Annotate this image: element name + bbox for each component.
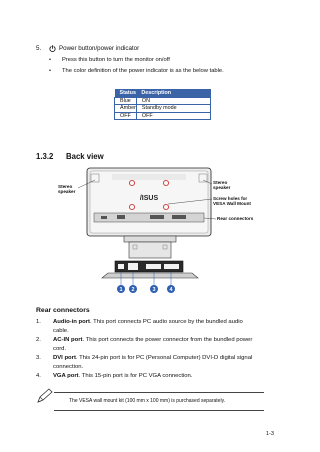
list-number: 4. <box>36 373 41 379</box>
bullet-item <box>49 57 170 63</box>
stand-hinge <box>124 236 176 242</box>
dvi-port <box>146 264 161 269</box>
table-row <box>115 112 211 120</box>
table-cell: ON <box>136 97 210 105</box>
list-term: DVI port <box>53 355 76 361</box>
note-text: The VESA wall mount kit (100 mm x 100 mm) is purchased separately. <box>69 398 226 404</box>
stereo-speaker-left-label <box>58 184 75 195</box>
note-pencil-icon <box>36 388 54 404</box>
marker-label: 1 <box>119 287 123 294</box>
list-desc-cont: cable. <box>53 327 69 334</box>
vga-port <box>164 264 179 269</box>
note-divider-bottom <box>54 410 264 411</box>
label-line: speaker <box>58 189 76 195</box>
list-number: 1. <box>36 319 41 325</box>
label-line: Stereo <box>213 180 228 185</box>
list-number: 2. <box>36 337 41 343</box>
table-row <box>115 105 211 113</box>
table-cell: OFF <box>115 112 137 120</box>
bullet-dot: • <box>49 68 52 74</box>
table-row <box>115 97 211 105</box>
rear-connectors-label: Rear connectors <box>217 216 254 221</box>
table-cell: OFF <box>136 112 210 120</box>
stand-base <box>102 273 198 278</box>
list-item <box>36 372 276 381</box>
table-cell: Standby mode <box>136 105 210 113</box>
list-item <box>36 318 276 335</box>
marker-label: 4 <box>169 287 173 294</box>
bullet-item <box>49 68 224 74</box>
list-desc-cont: cord. <box>53 345 67 352</box>
list-desc-cont: connection. <box>53 363 84 370</box>
rear-connectors-heading: Rear connectors <box>36 307 90 314</box>
section-number: 1.3.2 <box>36 152 54 161</box>
section-title: Back view <box>66 152 104 161</box>
monitor-back-view-diagram <box>0 160 300 306</box>
list-desc: . This 24-pin port is for PC (Personal Computer) DVI-D digital signal <box>75 355 253 361</box>
note-divider-top <box>54 392 264 393</box>
table-header-row <box>115 89 211 97</box>
list-text <box>53 354 252 371</box>
list-item <box>36 354 276 371</box>
list-item <box>36 336 276 353</box>
connector-bay <box>94 213 204 222</box>
power-item-heading <box>36 45 139 52</box>
screw-holes-label <box>213 196 251 207</box>
stereo-speaker-right-label <box>213 180 230 191</box>
list-text <box>53 318 243 335</box>
list-desc: . This port connects PC audio source by the bundled audio <box>89 319 243 325</box>
label-line: VESA Wall Mount <box>213 201 251 207</box>
marker-label: 2 <box>131 287 135 294</box>
label-line: speaker <box>213 185 231 191</box>
list-term: VGA port <box>53 373 79 379</box>
list-text <box>53 336 252 353</box>
label-line: Stereo <box>58 184 73 189</box>
power-icon <box>49 45 56 52</box>
list-desc: . This port connects the power connector from the bundled power <box>82 337 253 343</box>
status-table <box>114 89 211 120</box>
table-header-cell: Status <box>115 89 137 97</box>
list-number: 3. <box>36 355 41 361</box>
item-number: 5. <box>36 45 42 52</box>
table-cell: Blue <box>115 97 137 105</box>
brand-logo: /ISUS <box>139 195 159 202</box>
item-title: Power button/power indicator <box>59 45 140 52</box>
label-line: Screw holes for <box>213 196 248 201</box>
bullet-text: Press this button to turn the monitor on/off <box>62 57 170 63</box>
table-cell: Amber <box>115 105 137 113</box>
list-term: Audio-in port <box>53 319 90 325</box>
table-header-cell: Description <box>136 89 210 97</box>
list-term: AC-IN port <box>53 337 83 343</box>
marker-label: 3 <box>152 287 156 294</box>
ac-in-port <box>128 263 138 270</box>
monitor-inner-panel <box>90 171 208 233</box>
bullet-dot: • <box>49 57 52 63</box>
stand-neck <box>129 242 171 258</box>
page-number: 1-3 <box>265 431 274 437</box>
audio-in-port <box>118 264 124 269</box>
list-desc: . This 15-pin port is for PC VGA connection. <box>78 373 193 379</box>
list-text <box>53 372 192 381</box>
bullet-text: The color definition of the power indicator is as the below table. <box>62 68 224 74</box>
